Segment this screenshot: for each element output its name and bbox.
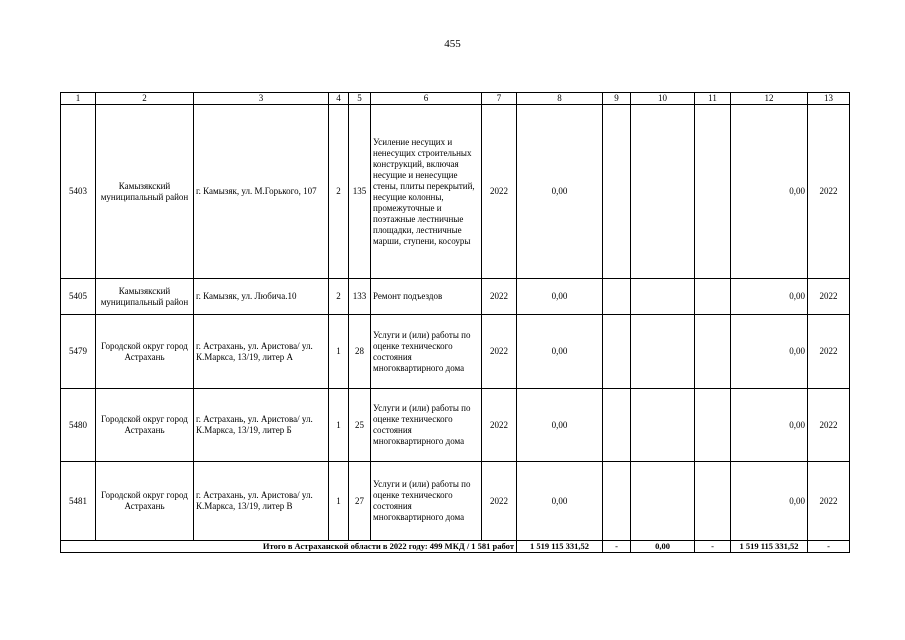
col8-cell: 0,00 (517, 105, 603, 279)
header-cell: 9 (603, 93, 631, 105)
col4-cell: 2 (329, 279, 349, 315)
total-col11: - (695, 541, 731, 553)
col8-cell: 0,00 (517, 279, 603, 315)
row-number: 5405 (61, 279, 96, 315)
col8-cell: 0,00 (517, 389, 603, 462)
header-cell: 4 (329, 93, 349, 105)
total-col8: 1 519 115 331,52 (517, 541, 603, 553)
col12-cell: 0,00 (731, 279, 808, 315)
col10-cell (631, 105, 695, 279)
header-row (61, 93, 850, 105)
col10-cell (631, 462, 695, 541)
address-cell: г. Астрахань, ул. Аристова/ ул. К.Маркса, 13/19, литер Б (194, 389, 329, 462)
col11-cell (695, 389, 731, 462)
work-cell: Услуги и (или) работы по оценке технического состояния многоквартирного дома (371, 462, 482, 541)
year-cell: 2022 (482, 315, 517, 389)
header-cell: 12 (731, 93, 808, 105)
col9-cell (603, 105, 631, 279)
header-cell: 8 (517, 93, 603, 105)
table-row (61, 315, 850, 389)
col4-cell: 1 (329, 389, 349, 462)
address-cell: г. Камызяк, ул. М.Горького, 107 (194, 105, 329, 279)
address-cell: г. Астрахань, ул. Аристова/ ул. К.Маркса, 13/19, литер В (194, 462, 329, 541)
col9-cell (603, 462, 631, 541)
col11-cell (695, 105, 731, 279)
district-cell: Городской округ город Астрахань (96, 462, 194, 541)
col8-cell: 0,00 (517, 315, 603, 389)
col5-cell: 28 (349, 315, 371, 389)
work-cell: Ремонт подъездов (371, 279, 482, 315)
col11-cell (695, 279, 731, 315)
work-cell: Услуги и (или) работы по оценке технического состояния многоквартирного дома (371, 389, 482, 462)
works-table (60, 92, 850, 553)
table-row (61, 279, 850, 315)
page-number: 455 (444, 38, 461, 50)
col13-cell: 2022 (808, 279, 850, 315)
district-cell: Камызякский муниципальный район (96, 279, 194, 315)
col13-cell: 2022 (808, 462, 850, 541)
col10-cell (631, 315, 695, 389)
total-label: Итого в Астраханской области в 2022 году: 499 МКД / 1 581 работ (61, 541, 517, 553)
address-cell: г. Астрахань, ул. Аристова/ ул. К.Маркса, 13/19, литер А (194, 315, 329, 389)
col11-cell (695, 315, 731, 389)
district-cell: Городской округ город Астрахань (96, 315, 194, 389)
total-col13: - (808, 541, 850, 553)
header-cell: 10 (631, 93, 695, 105)
col12-cell: 0,00 (731, 105, 808, 279)
year-cell: 2022 (482, 389, 517, 462)
work-cell: Услуги и (или) работы по оценке технического состояния многоквартирного дома (371, 315, 482, 389)
col13-cell: 2022 (808, 389, 850, 462)
row-number: 5403 (61, 105, 96, 279)
col13-cell: 2022 (808, 105, 850, 279)
year-cell: 2022 (482, 462, 517, 541)
col12-cell: 0,00 (731, 462, 808, 541)
header-cell: 2 (96, 93, 194, 105)
year-cell: 2022 (482, 105, 517, 279)
header-cell: 7 (482, 93, 517, 105)
address-cell: г. Камызяк, ул. Любича.10 (194, 279, 329, 315)
total-col12: 1 519 115 331,52 (731, 541, 808, 553)
col5-cell: 25 (349, 389, 371, 462)
work-cell: Усиление несущих и ненесущих строительных конструкций, включая несущие и ненесущие стены, плиты перекрытий, несущие колонны, промежуточные и поэтажные лестничные площадки, лестничные марши, ступени, косоуры (371, 105, 482, 279)
col13-cell: 2022 (808, 315, 850, 389)
header-cell: 3 (194, 93, 329, 105)
total-row (61, 541, 850, 553)
col5-cell: 27 (349, 462, 371, 541)
row-number: 5480 (61, 389, 96, 462)
col5-cell: 135 (349, 105, 371, 279)
district-cell: Городской округ город Астрахань (96, 389, 194, 462)
table-row (61, 462, 850, 541)
header-cell: 5 (349, 93, 371, 105)
col4-cell: 2 (329, 105, 349, 279)
col8-cell: 0,00 (517, 462, 603, 541)
col12-cell: 0,00 (731, 315, 808, 389)
row-number: 5479 (61, 315, 96, 389)
col12-cell: 0,00 (731, 389, 808, 462)
col4-cell: 1 (329, 462, 349, 541)
table-row (61, 389, 850, 462)
header-cell: 6 (371, 93, 482, 105)
total-col10: 0,00 (631, 541, 695, 553)
district-cell: Камызякский муниципальный район (96, 105, 194, 279)
col4-cell: 1 (329, 315, 349, 389)
col9-cell (603, 389, 631, 462)
total-col9: - (603, 541, 631, 553)
col5-cell: 133 (349, 279, 371, 315)
col11-cell (695, 462, 731, 541)
year-cell: 2022 (482, 279, 517, 315)
header-cell: 11 (695, 93, 731, 105)
header-cell: 13 (808, 93, 850, 105)
row-number: 5481 (61, 462, 96, 541)
header-cell: 1 (61, 93, 96, 105)
col9-cell (603, 315, 631, 389)
col10-cell (631, 279, 695, 315)
table-row (61, 105, 850, 279)
col10-cell (631, 389, 695, 462)
col9-cell (603, 279, 631, 315)
